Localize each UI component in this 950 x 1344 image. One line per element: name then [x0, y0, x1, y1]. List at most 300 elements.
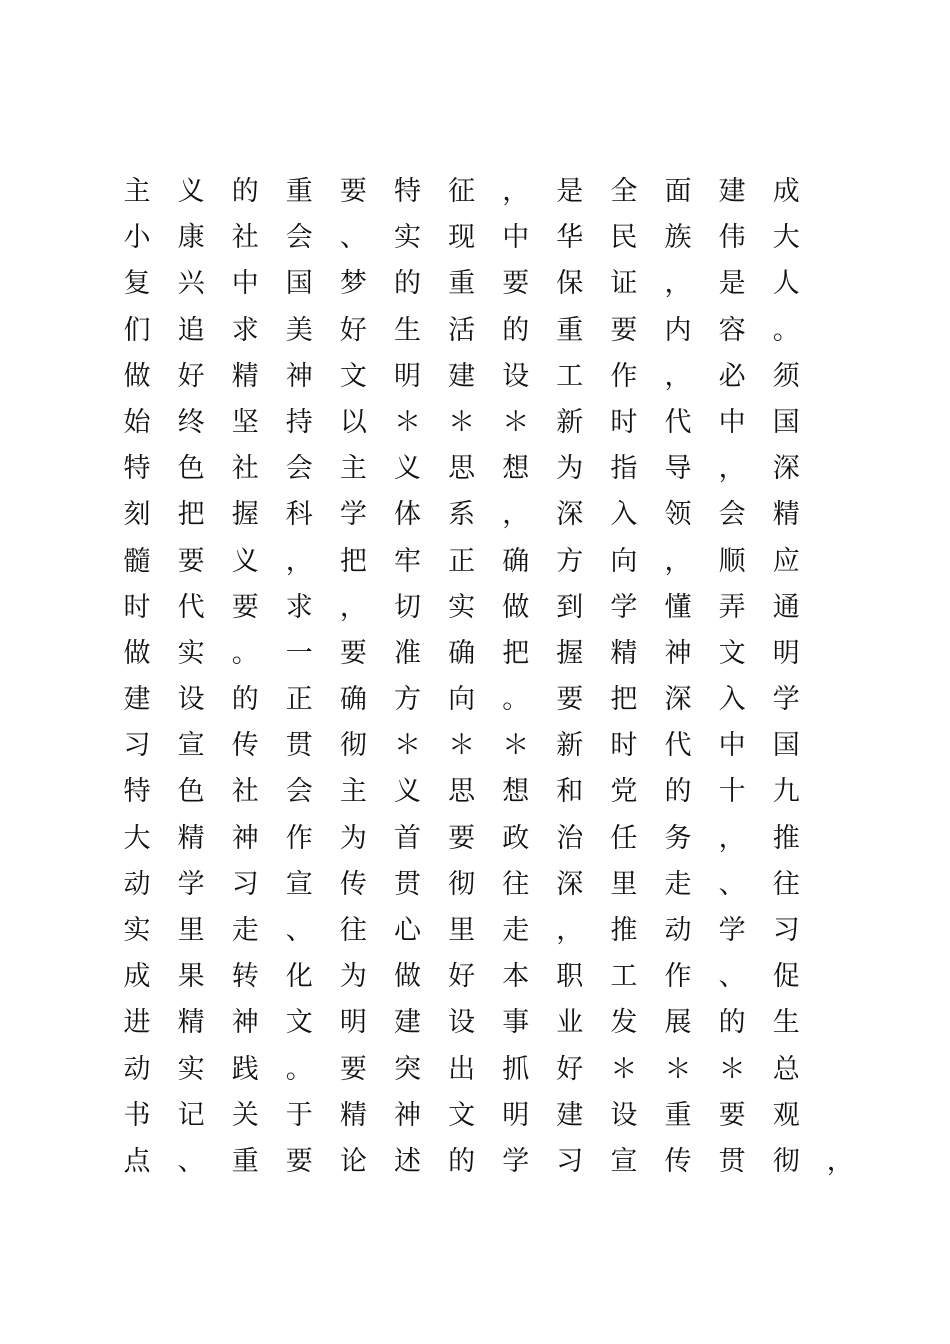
text-char: 们 — [123, 314, 151, 346]
text-char: 代 — [177, 591, 205, 623]
text-char: 时 — [610, 406, 638, 438]
text-char: 的 — [448, 1145, 476, 1177]
text-char: 。 — [231, 637, 259, 669]
text-char: 书 — [123, 1099, 151, 1131]
text-char: 宣 — [285, 868, 313, 900]
text-char: 党 — [610, 776, 638, 808]
text-char: 会 — [285, 222, 313, 254]
text-char: 把 — [502, 637, 530, 669]
text-char: 会 — [718, 499, 746, 531]
text-char: ＊ — [664, 1053, 692, 1085]
text-char: 社 — [231, 453, 259, 485]
text-char: 文 — [718, 637, 746, 669]
text-char: 以 — [339, 406, 367, 438]
text-line — [122, 1093, 842, 1139]
text-line — [122, 308, 842, 354]
text-char: ， — [339, 591, 367, 623]
text-char: 建 — [123, 684, 151, 716]
text-char: 点 — [123, 1145, 151, 1177]
text-char: 好 — [448, 961, 476, 993]
text-char: 神 — [231, 822, 259, 854]
text-char: 康 — [177, 222, 205, 254]
text-char: 中 — [718, 406, 746, 438]
text-line — [122, 862, 842, 908]
text-char: 神 — [394, 1099, 421, 1131]
text-char: 义 — [394, 453, 421, 485]
body-text — [122, 169, 854, 1185]
text-char: 。 — [772, 314, 800, 346]
text-char: 始 — [123, 406, 151, 438]
text-char: 社 — [231, 222, 259, 254]
text-char: ， — [826, 1145, 854, 1177]
text-char: 做 — [502, 591, 530, 623]
text-char: 小 — [123, 222, 151, 254]
text-char: 证 — [610, 268, 638, 300]
text-char: 精 — [231, 360, 259, 392]
text-char: 族 — [664, 222, 692, 254]
text-line — [122, 492, 842, 538]
text-char: 思 — [448, 453, 476, 485]
text-char: 明 — [502, 1099, 530, 1131]
text-char: 建 — [394, 1007, 421, 1039]
text-char: 义 — [231, 545, 259, 577]
text-char: 精 — [772, 499, 800, 531]
text-char: 内 — [664, 314, 692, 346]
text-char: 转 — [231, 961, 259, 993]
text-char: 要 — [339, 637, 367, 669]
text-char: 代 — [664, 406, 692, 438]
text-char: 顺 — [718, 545, 746, 577]
text-char: 习 — [123, 730, 151, 762]
text-char: 面 — [664, 176, 692, 207]
text-char: 中 — [718, 730, 746, 762]
text-char: 业 — [556, 1007, 584, 1039]
text-char: 握 — [231, 499, 259, 531]
text-char: 牢 — [394, 545, 421, 577]
text-char: 出 — [448, 1053, 476, 1085]
text-char: 求 — [285, 591, 313, 623]
text-line — [122, 1139, 854, 1185]
text-char: 学 — [610, 591, 638, 623]
text-char: 保 — [556, 268, 584, 300]
text-line — [122, 816, 842, 862]
text-char: 实 — [177, 1053, 205, 1085]
text-char: 作 — [285, 822, 313, 854]
text-char: 推 — [772, 822, 800, 854]
text-char: ＊ — [394, 730, 421, 762]
text-char: ， — [502, 176, 530, 207]
text-char: 作 — [664, 961, 692, 993]
text-char: 展 — [664, 1007, 692, 1039]
text-char: 做 — [123, 637, 151, 669]
text-char: 习 — [556, 1145, 584, 1177]
text-char: ＊ — [502, 406, 530, 438]
text-char: ， — [664, 545, 692, 577]
text-char: 里 — [177, 915, 205, 946]
text-char: 设 — [448, 1007, 476, 1039]
text-char: 须 — [772, 360, 800, 392]
text-char: 现 — [448, 222, 476, 254]
text-char: 关 — [231, 1099, 259, 1131]
text-char: 思 — [448, 776, 476, 808]
text-line — [122, 261, 842, 307]
text-char: 突 — [394, 1053, 421, 1085]
text-char: 、 — [339, 222, 367, 254]
text-char: 神 — [231, 1007, 259, 1039]
text-char: 设 — [502, 360, 530, 392]
text-char: 本 — [502, 961, 530, 993]
text-char: 文 — [448, 1099, 476, 1131]
text-char: 把 — [610, 684, 638, 716]
text-char: 必 — [718, 360, 746, 392]
text-char: 好 — [177, 360, 205, 392]
text-char: 代 — [664, 730, 692, 762]
text-line — [122, 723, 842, 769]
text-char: 特 — [123, 453, 151, 485]
text-char: 会 — [285, 776, 313, 808]
text-char: 大 — [123, 822, 151, 854]
text-char: ， — [664, 360, 692, 392]
text-char: 新 — [556, 406, 584, 438]
text-char: 习 — [772, 915, 800, 946]
text-char: 动 — [664, 915, 692, 946]
text-line — [122, 539, 842, 585]
text-line — [122, 1000, 842, 1046]
text-char: 人 — [772, 268, 800, 300]
text-char: 记 — [177, 1099, 205, 1131]
text-char: 特 — [123, 776, 151, 808]
text-char: 方 — [394, 684, 421, 716]
text-char: 工 — [610, 961, 638, 993]
text-char: 实 — [394, 222, 421, 254]
text-char: 文 — [285, 1007, 313, 1039]
text-char: 发 — [610, 1007, 638, 1039]
text-char: 务 — [664, 822, 692, 854]
text-char: 坚 — [231, 406, 259, 438]
text-line — [122, 446, 842, 492]
text-char: 领 — [664, 499, 692, 531]
text-char: 懂 — [664, 591, 692, 623]
text-line — [122, 908, 842, 954]
text-char: 宣 — [177, 730, 205, 762]
text-char: 向 — [610, 545, 638, 577]
text-char: 要 — [502, 268, 530, 300]
text-char: 重 — [231, 1145, 259, 1177]
text-char: 想 — [502, 453, 530, 485]
text-char: 十 — [718, 776, 746, 808]
text-line — [122, 677, 842, 723]
text-char: 实 — [123, 915, 151, 946]
text-char: 往 — [339, 915, 367, 946]
text-char: 贯 — [718, 1145, 746, 1177]
text-char: 要 — [448, 822, 476, 854]
text-char: 为 — [339, 822, 367, 854]
text-char: 走 — [664, 868, 692, 900]
text-char: 追 — [177, 314, 205, 346]
text-char: 明 — [339, 1007, 367, 1039]
text-char: 重 — [556, 314, 584, 346]
text-char: 确 — [448, 637, 476, 669]
text-char: 体 — [394, 499, 421, 531]
text-char: 促 — [772, 961, 800, 993]
text-char: 特 — [394, 176, 421, 207]
text-char: 深 — [556, 499, 584, 531]
text-char: ， — [718, 453, 746, 485]
text-char: 梦 — [339, 268, 367, 300]
text-char: 把 — [339, 545, 367, 577]
text-char: 践 — [231, 1053, 259, 1085]
text-char: 动 — [123, 1053, 151, 1085]
text-char: 重 — [448, 268, 476, 300]
text-char: 民 — [610, 222, 638, 254]
text-char: 活 — [448, 314, 476, 346]
text-line — [122, 954, 842, 1000]
text-char: 。 — [502, 684, 530, 716]
text-char: 学 — [502, 1145, 530, 1177]
text-char: 大 — [772, 222, 800, 254]
text-char: 做 — [394, 961, 421, 993]
text-char: 文 — [339, 360, 367, 392]
text-char: ＊ — [718, 1053, 746, 1085]
text-char: 会 — [285, 453, 313, 485]
text-char: 明 — [772, 637, 800, 669]
text-char: 传 — [664, 1145, 692, 1177]
text-char: 生 — [772, 1007, 800, 1039]
text-char: 想 — [502, 776, 530, 808]
text-char: 重 — [664, 1099, 692, 1131]
text-char: 走 — [502, 915, 530, 946]
text-char: 学 — [718, 915, 746, 946]
text-char: 往 — [772, 868, 800, 900]
text-char: 深 — [772, 453, 800, 485]
text-char: 设 — [177, 684, 205, 716]
text-char: 和 — [556, 776, 584, 808]
text-char: 持 — [285, 406, 313, 438]
text-char: 做 — [123, 360, 151, 392]
text-char: 为 — [556, 453, 584, 485]
text-char: 实 — [448, 591, 476, 623]
text-char: 好 — [339, 314, 367, 346]
text-char: 作 — [610, 360, 638, 392]
text-char: 彻 — [448, 868, 476, 900]
text-char: 彻 — [772, 1145, 800, 1177]
text-char: 学 — [177, 868, 205, 900]
text-char: 里 — [448, 915, 476, 946]
text-char: 导 — [664, 453, 692, 485]
text-line — [122, 769, 842, 815]
text-char: 果 — [177, 961, 205, 993]
text-char: 握 — [556, 637, 584, 669]
text-char: 终 — [177, 406, 205, 438]
text-char: 精 — [177, 1007, 205, 1039]
text-char: 成 — [123, 961, 151, 993]
text-char: 生 — [394, 314, 421, 346]
text-char: 动 — [123, 868, 151, 900]
text-char: 的 — [502, 314, 530, 346]
text-char: 兴 — [177, 268, 205, 300]
text-char: 要 — [556, 684, 584, 716]
text-char: 总 — [772, 1053, 800, 1085]
text-char: 要 — [339, 176, 367, 207]
text-char: ， — [556, 915, 584, 946]
text-char: 一 — [285, 637, 313, 669]
text-char: 、 — [718, 961, 746, 993]
text-char: 社 — [231, 776, 259, 808]
text-char: 深 — [664, 684, 692, 716]
text-char: 是 — [718, 268, 746, 300]
text-char: 时 — [610, 730, 638, 762]
text-char: 色 — [177, 453, 205, 485]
text-char: 神 — [285, 360, 313, 392]
text-char: 成 — [772, 176, 800, 207]
text-char: 弄 — [718, 591, 746, 623]
text-char: ＊ — [448, 730, 476, 762]
text-char: 准 — [394, 637, 421, 669]
text-char: 重 — [285, 176, 313, 207]
text-char: 的 — [718, 1007, 746, 1039]
text-char: 职 — [556, 961, 584, 993]
text-char: 的 — [394, 268, 421, 300]
text-char: 要 — [610, 314, 638, 346]
text-char: 新 — [556, 730, 584, 762]
text-char: 求 — [231, 314, 259, 346]
text-char: 工 — [556, 360, 584, 392]
text-char: 、 — [718, 868, 746, 900]
text-char: 彻 — [339, 730, 367, 762]
text-char: ＊ — [610, 1053, 638, 1085]
text-char: 建 — [718, 176, 746, 207]
text-char: 政 — [502, 822, 530, 854]
text-char: 建 — [448, 360, 476, 392]
text-line — [122, 1047, 842, 1093]
text-char: 中 — [502, 222, 530, 254]
text-char: 宣 — [610, 1145, 638, 1177]
text-char: 方 — [556, 545, 584, 577]
text-char: 精 — [610, 637, 638, 669]
text-char: 述 — [394, 1145, 421, 1177]
text-char: 传 — [231, 730, 259, 762]
text-char: 神 — [664, 637, 692, 669]
text-char: 为 — [339, 961, 367, 993]
text-char: 征 — [448, 176, 476, 207]
text-char: ＊ — [394, 406, 421, 438]
text-char: 髓 — [123, 545, 151, 577]
text-char: 化 — [285, 961, 313, 993]
text-char: 要 — [339, 1053, 367, 1085]
text-line — [122, 215, 842, 261]
text-char: 指 — [610, 453, 638, 485]
text-char: 抓 — [502, 1053, 530, 1085]
text-char: 华 — [556, 222, 584, 254]
text-char: 入 — [718, 684, 746, 716]
text-char: 把 — [177, 499, 205, 531]
text-char: 国 — [772, 406, 800, 438]
text-char: 实 — [177, 637, 205, 669]
text-char: 的 — [231, 176, 259, 207]
text-char: 正 — [285, 684, 313, 716]
text-char: 要 — [177, 545, 205, 577]
text-char: 心 — [394, 915, 421, 946]
text-char: 是 — [556, 176, 584, 207]
text-line — [122, 169, 842, 215]
text-char: 义 — [394, 776, 421, 808]
text-char: 确 — [502, 545, 530, 577]
text-line — [122, 585, 842, 631]
text-char: 进 — [123, 1007, 151, 1039]
text-char: ， — [664, 268, 692, 300]
text-line — [122, 400, 842, 446]
text-char: 要 — [718, 1099, 746, 1131]
text-char: 精 — [177, 822, 205, 854]
text-char: 学 — [339, 499, 367, 531]
text-char: 全 — [610, 176, 638, 207]
text-char: 论 — [339, 1145, 367, 1177]
text-char: 伟 — [718, 222, 746, 254]
text-char: 要 — [231, 591, 259, 623]
text-char: 容 — [718, 314, 746, 346]
text-char: 于 — [285, 1099, 313, 1131]
text-char: ＊ — [448, 406, 476, 438]
text-char: 走 — [231, 915, 259, 946]
text-char: 深 — [556, 868, 584, 900]
text-char: 主 — [339, 453, 367, 485]
text-char: 。 — [285, 1053, 313, 1085]
text-char: ， — [285, 545, 313, 577]
text-char: 科 — [285, 499, 313, 531]
text-char: 向 — [448, 684, 476, 716]
text-char: ＊ — [502, 730, 530, 762]
text-char: 治 — [556, 822, 584, 854]
text-char: 国 — [285, 268, 313, 300]
text-char: 通 — [772, 591, 800, 623]
text-char: 确 — [339, 684, 367, 716]
text-char: 推 — [610, 915, 638, 946]
text-char: 贯 — [285, 730, 313, 762]
text-char: 主 — [123, 176, 151, 207]
text-char: 观 — [772, 1099, 800, 1131]
text-char: 、 — [285, 915, 313, 946]
text-char: 要 — [285, 1145, 313, 1177]
text-char: ， — [718, 822, 746, 854]
text-char: 应 — [772, 545, 800, 577]
text-char: 入 — [610, 499, 638, 531]
text-char: 设 — [610, 1099, 638, 1131]
text-char: 往 — [502, 868, 530, 900]
text-char: 系 — [448, 499, 476, 531]
text-char: 建 — [556, 1099, 584, 1131]
text-char: 精 — [339, 1099, 367, 1131]
text-char: 传 — [339, 868, 367, 900]
text-char: 时 — [123, 591, 151, 623]
text-char: 习 — [231, 868, 259, 900]
text-char: 的 — [664, 776, 692, 808]
text-char: ， — [502, 499, 530, 531]
text-char: 到 — [556, 591, 584, 623]
text-char: 义 — [177, 176, 205, 207]
text-char: 明 — [394, 360, 421, 392]
text-char: 贯 — [394, 868, 421, 900]
text-char: 学 — [772, 684, 800, 716]
text-line — [122, 631, 842, 677]
text-line — [122, 354, 842, 400]
text-char: 中 — [231, 268, 259, 300]
text-char: 首 — [394, 822, 421, 854]
text-char: 国 — [772, 730, 800, 762]
text-char: 里 — [610, 868, 638, 900]
text-char: 美 — [285, 314, 313, 346]
text-char: 事 — [502, 1007, 530, 1039]
text-char: 复 — [123, 268, 151, 300]
